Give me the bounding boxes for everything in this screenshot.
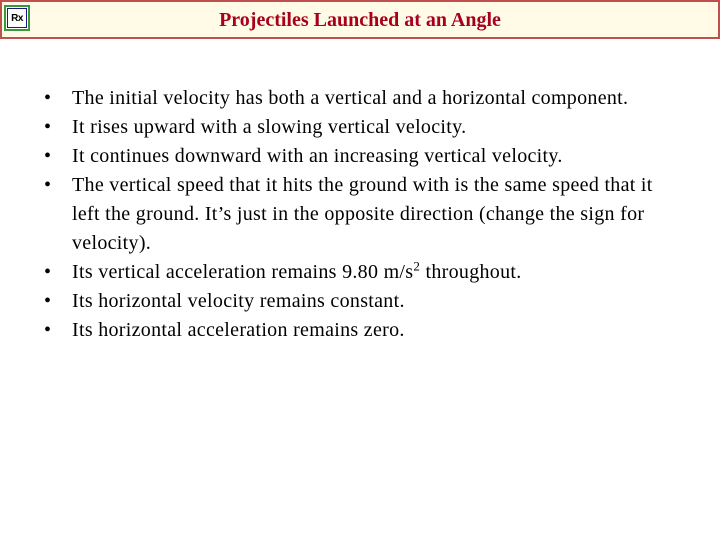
superscript-exponent: 2: [413, 258, 421, 274]
bullet-dot-icon: •: [44, 261, 52, 283]
slide-title: Projectiles Launched at an Angle: [219, 9, 501, 31]
bullet-list: [40, 84, 680, 345]
bullet-dot-icon: •: [44, 290, 52, 312]
bullet-item: [40, 287, 680, 316]
bullet-item: [40, 84, 680, 113]
bullet-text-after: throughout.: [420, 261, 522, 283]
title-bar: [0, 0, 720, 39]
bullet-dot-icon: •: [44, 116, 52, 138]
bullet-dot-icon: •: [44, 319, 52, 341]
rx-logo-text: Rx: [7, 8, 27, 28]
bullet-text: It rises upward with a slowing vertical velocity.: [72, 116, 467, 138]
bullet-dot-icon: •: [44, 145, 52, 167]
bullet-dot-icon: •: [44, 174, 52, 196]
bullet-item: [40, 258, 680, 287]
bullet-item: [40, 142, 680, 171]
bullet-text: The vertical speed that it hits the ground with is the same speed that it left the ground. It’s just in the opposite direction (change the sign for velocity).: [72, 174, 653, 254]
bullet-text: Its horizontal velocity remains constant.: [72, 290, 405, 312]
bullet-item: [40, 316, 680, 345]
bullet-text: It continues downward with an increasing vertical velocity.: [72, 145, 563, 167]
bullet-dot-icon: •: [44, 87, 52, 109]
bullet-text: The initial velocity has both a vertical and a horizontal component.: [72, 87, 629, 109]
bullet-item: [40, 113, 680, 142]
bullet-item: [40, 171, 680, 258]
bullet-text: Its horizontal acceleration remains zero.: [72, 319, 405, 341]
bullet-text-before: Its vertical acceleration remains 9.80 m/s: [72, 261, 414, 283]
